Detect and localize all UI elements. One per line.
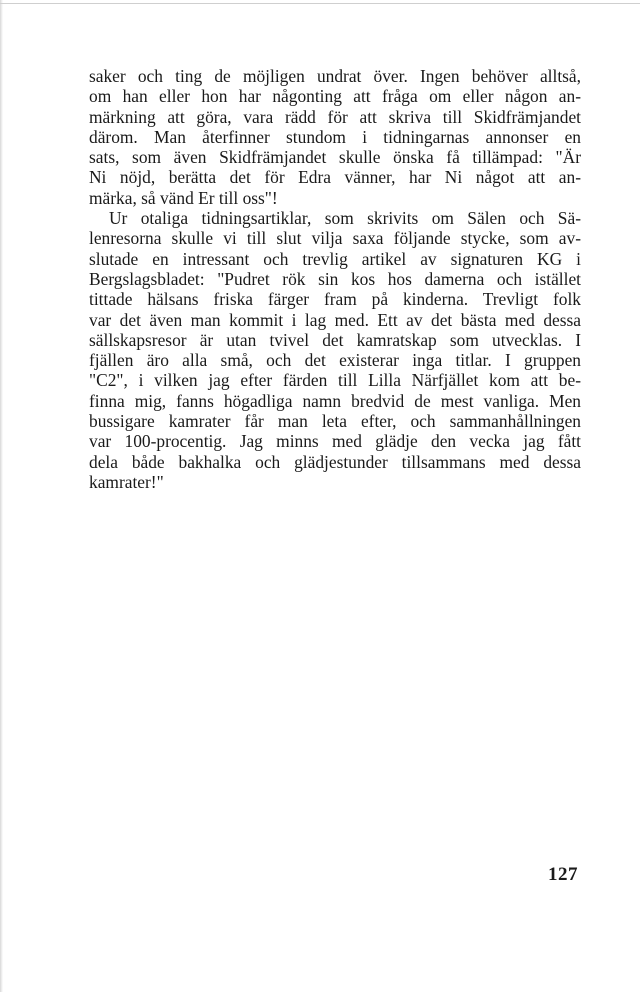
page-number: 127 bbox=[548, 864, 578, 885]
text-line: märkning att göra, vara rädd för att skriva till Skidfrämjandet bbox=[89, 106, 581, 127]
text-line: sällskapsresor är utan tvivel det kamratskap som utvecklas. I bbox=[89, 329, 581, 350]
text-line: Bergslagsbladet: "Pudret rök sin kos hos damerna och istället bbox=[89, 268, 581, 289]
text-line: Ur otaliga tidningsartiklar, som skrivits om Sälen och Sä- bbox=[109, 208, 581, 229]
text-line: om han eller hon har någonting att fråga om eller någon an- bbox=[89, 86, 581, 107]
text-line: var det även man kommit i lag med. Ett av det bästa med dessa bbox=[89, 309, 581, 330]
text-line: var 100-procentig. Jag minns med glädje den vecka jag fått bbox=[89, 431, 581, 452]
paragraph-1 bbox=[89, 66, 581, 208]
paragraph-2 bbox=[89, 208, 581, 492]
page-edge-shadow bbox=[0, 0, 3, 992]
text-line: finna mig, fanns högadliga namn bredvid de mest vanliga. Men bbox=[89, 390, 581, 411]
text-line: bussigare kamrater får man leta efter, och sammanhållningen bbox=[89, 411, 581, 432]
text-line: saker och ting de möjligen undrat över. Ingen behöver alltså, bbox=[89, 66, 581, 86]
text-line: lenresorna skulle vi till slut vilja saxa följande stycke, som av- bbox=[89, 228, 581, 249]
text-line: därom. Man återfinner stundom i tidningarnas annonser en bbox=[89, 126, 581, 147]
text-line: märka, så vänd Er till oss"! bbox=[89, 187, 278, 208]
text-line: tittade hälsans friska färger fram på kinderna. Trevligt folk bbox=[89, 289, 581, 310]
text-line: Ni nöjd, berätta det för Edra vänner, har Ni något att an- bbox=[89, 167, 581, 188]
text-line: kamrater!" bbox=[89, 471, 164, 492]
text-line: sats, som även Skidfrämjandet skulle önska få tillämpad: "Är bbox=[89, 147, 581, 168]
text-line: dela både bakhalka och glädjestunder tillsammans med dessa bbox=[89, 451, 581, 472]
top-edge-line bbox=[0, 3, 640, 4]
text-line: fjällen äro alla små, och det existerar inga titlar. I gruppen bbox=[89, 350, 581, 371]
body-text bbox=[89, 66, 581, 492]
text-line: slutade en intressant och trevlig artikel av signaturen KG i bbox=[89, 248, 581, 269]
text-line: "C2", i vilken jag efter färden till Lilla Närfjället kom att be- bbox=[89, 370, 581, 391]
